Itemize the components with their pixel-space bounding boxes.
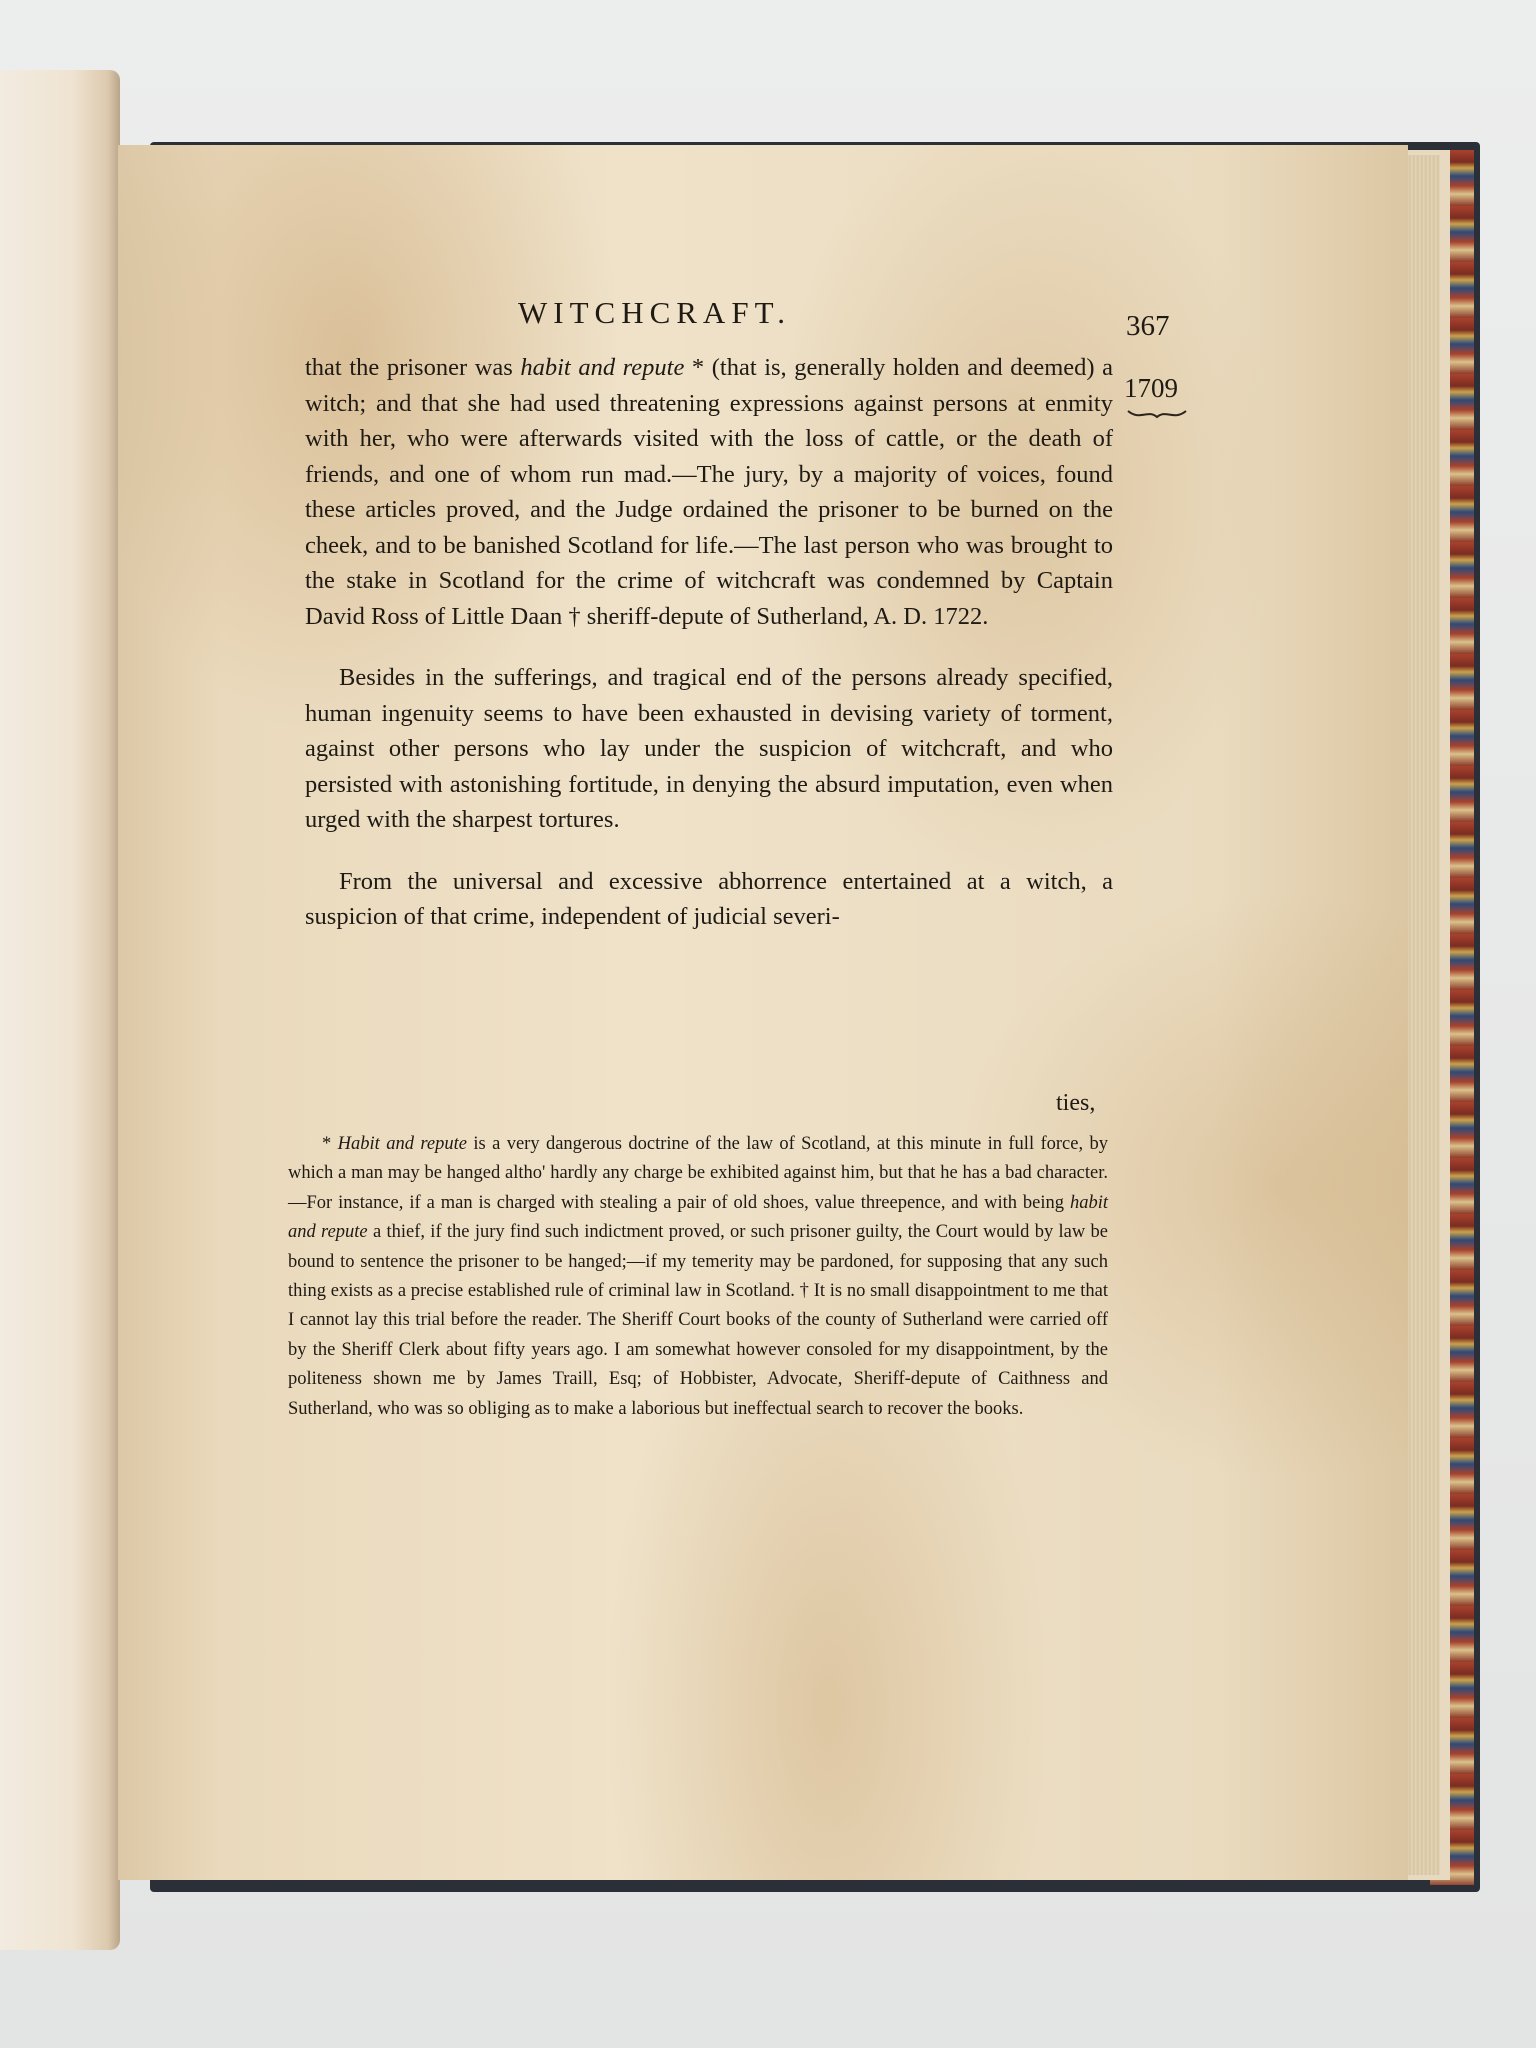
margin-brace-ornament bbox=[1126, 407, 1188, 421]
paragraph-2: Besides in the sufferings, and tragical end of the persons already specified, human ingenuity seems to have been exhausted in devising variety of torment, against other persons who lay under the suspicion of witchcraft, and who persisted with astonishing fortitude, in denying the absurd imputation, even when urged with the sharpest tortures. bbox=[305, 664, 1113, 833]
left-page-edge bbox=[0, 70, 120, 1950]
catchword: ties, bbox=[1056, 1090, 1096, 1116]
page-number: 367 bbox=[1126, 310, 1170, 342]
footnotes bbox=[288, 1130, 1108, 1424]
footnote-1: * Habit and repute is a very dangerous doctrine of the law of Scotland, at this minute in full force, by which a man may be hanged altho' hardly any charge be exhibited against him, but that he has a bad character.—For instance, if a man is charged with stealing a pair of old shoes, value threepence, and with being habit and repute a thief, if the jury find such indictment proved, or such prisoner guilty, the Court would by law be bound to sentence the prisoner to be hanged;—if my temerity may be pardoned, for supposing that any such thing exists as a precise established rule of criminal law in Scotland. † It is no small disappointment to me that I cannot lay this trial before the reader. The Sheriff Court books of the county of Sutherland were carried off by the Sheriff Clerk about fifty years ago. I am somewhat however consoled for my disappointment, by the politeness shown me by James Traill, Esq; of Hobbister, Advocate, Sheriff-depute of Caithness and Sutherland, who was so obliging as to make a laborious but ineffectual search to recover the books. bbox=[288, 1134, 1109, 1419]
paragraph-1: that the prisoner was habit and repute * (that is, generally holden and deemed) a witch; and that she had used threatening expressions against persons at enmity with her, who were afterwards visited with the loss of cattle, or the death of friends, and one of whom run mad.—The jury, by a majority of voices, found these articles proved, and the Judge ordained the prisoner to be burned on the cheek, and to be banished Scotland for life.—The last person who was brought to the stake in Scotland for the crime of witchcraft was condemned by Captain David Ross of Little Daan † sheriff-depute of Sutherland, A. D. 1722. bbox=[305, 354, 1113, 630]
running-head: WITCHCRAFT. bbox=[518, 295, 791, 330]
italic-phrase: habit and repute bbox=[520, 354, 685, 381]
book-page bbox=[118, 145, 1408, 1880]
body-text bbox=[305, 350, 1113, 935]
footnote-2: † It is no small disappointment to me that I cannot lay this trial before the reader. The Sheriff Court books of the county of Sutherland were carried off by the Sheriff Clerk about fifty years ago. I am somewhat however consoled for my disappointment, by the politeness shown me by James Traill, Esq; of Hobbister, Advocate, Sheriff-depute of Caithness and Sutherland, who was so obliging as to make a laborious but ineffectual search to recover the books. bbox=[288, 1281, 1108, 1419]
margin-year: 1709 bbox=[1124, 373, 1178, 403]
paragraph-3: From the universal and excessive abhorrence entertained at a witch, a suspicion of that crime, independent of judicial severi- bbox=[305, 867, 1113, 930]
